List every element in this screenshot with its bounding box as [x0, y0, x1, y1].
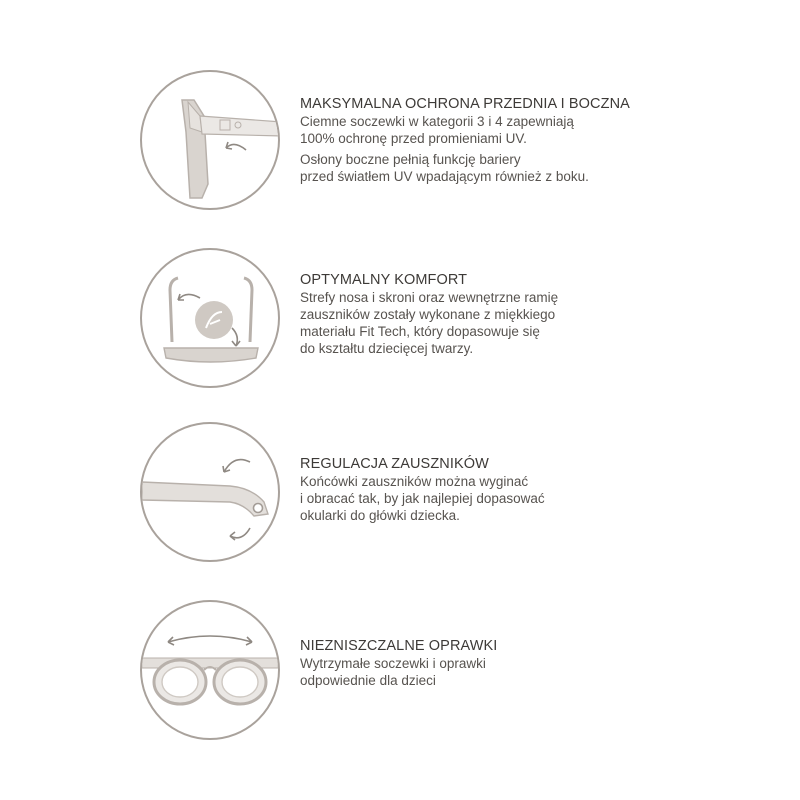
- feature-title: OPTYMALNY KOMFORT: [300, 272, 468, 288]
- feature-front-side-protection: [0, 64, 800, 214]
- temple-adjustment-icon: [140, 422, 280, 562]
- feature-title: REGULACJA ZAUSZNIKÓW: [300, 456, 489, 472]
- feature-description: Strefy nosa i skroni oraz wewnętrzne ramię zauszników zostały wykonane z miękkiego materiału Fit Tech, który dopasowuje się do kształtu dziecięcej twarzy.: [300, 290, 559, 356]
- feature-indestructible-frames: [0, 594, 800, 744]
- sunglasses-side-shield-icon: [140, 70, 280, 210]
- feature-description: Ciemne soczewki w kategorii 3 i 4 zapewniają 100% ochronę przed promieniami UV.: [300, 114, 574, 146]
- feature-description: Wytrzymałe soczewki i oprawki odpowiednie dla dzieci: [300, 656, 486, 688]
- feature-temple-adjustment: [0, 416, 800, 566]
- feature-title: MAKSYMALNA OCHRONA PRZEDNIA I BOCZNA: [300, 96, 630, 112]
- glasses-comfort-icon: [140, 248, 280, 388]
- flexible-frame-icon: [140, 600, 280, 740]
- feature-description: Osłony boczne pełnią funkcję bariery przed światłem UV wpadającym również z boku.: [300, 152, 589, 184]
- feature-optimal-comfort: [0, 242, 800, 392]
- feature-description: Końcówki zauszników można wyginać i obracać tak, by jak najlepiej dopasować okularki do główki dziecka.: [300, 474, 545, 523]
- feature-title: NIEZNISZCZALNE OPRAWKI: [300, 638, 498, 654]
